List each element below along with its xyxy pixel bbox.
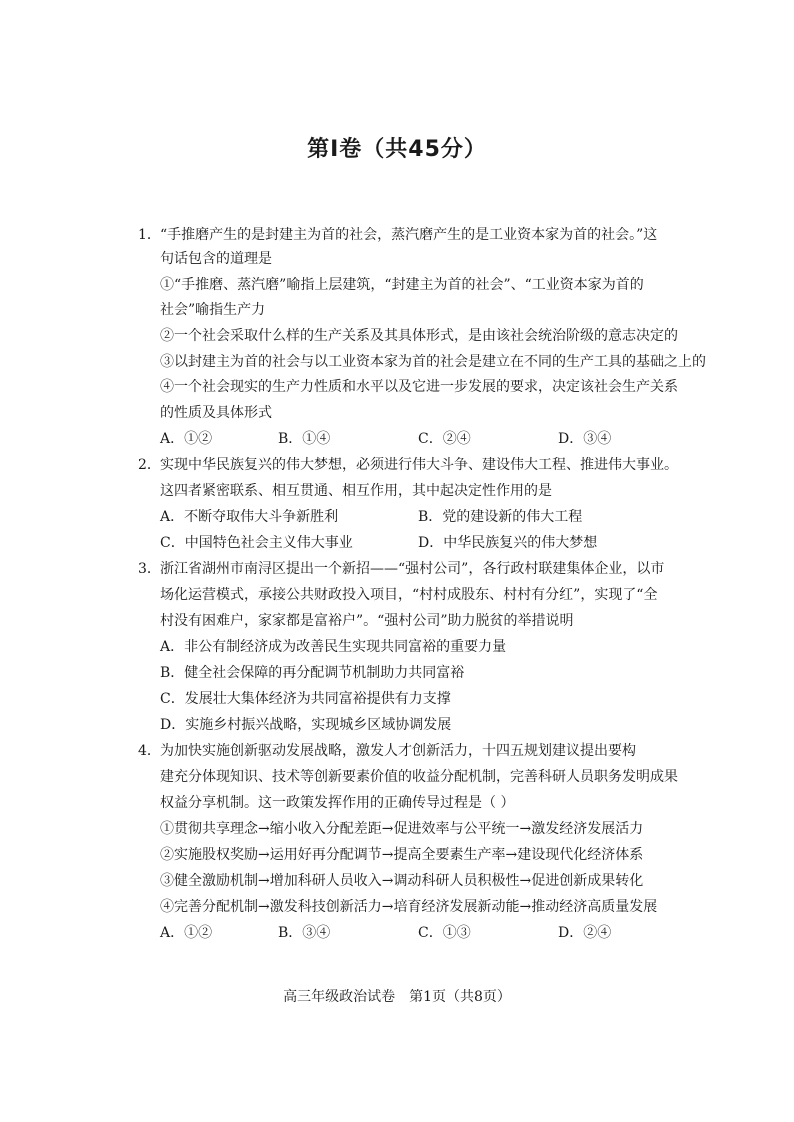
option-c[interactable]: C．②④ <box>418 431 471 447</box>
option-b[interactable]: B．①④ <box>278 431 331 447</box>
option-a[interactable]: A．不断夺取伟大斗争新胜利 <box>160 509 339 525</box>
question-stem: 为加快实施创新驱动发展战略，激发人才创新活力，十四五规划建议提出要构 <box>160 743 636 759</box>
page-footer: 高三年级政治试卷 第1页（共8页） <box>283 989 511 1005</box>
question-number: 4． <box>138 743 161 759</box>
statement-4: 的性质及具体形式 <box>160 405 272 421</box>
option-a[interactable]: A．①② <box>160 925 213 941</box>
option-d[interactable]: D．实施乡村振兴战略，实现城乡区域协调发展 <box>160 717 452 733</box>
option-c[interactable]: C．发展壮大集体经济为共同富裕提供有力支撑 <box>160 691 451 707</box>
option-c[interactable]: C．①③ <box>418 925 471 941</box>
question-stem: “手推磨产生的是封建主为首的社会，蒸汽磨产生的是工业资本家为首的社会。”这 <box>160 227 658 243</box>
question-stem: 句话包含的道理是 <box>160 251 272 267</box>
question-stem: 权益分享机制。这一政策发挥作用的正确传导过程是（ ） <box>160 795 515 811</box>
statement-1: ①贯彻共享理念→缩小收入分配差距→促进效率与公平统一→激发经济发展活力 <box>160 821 644 837</box>
option-b[interactable]: B．③④ <box>278 925 331 941</box>
option-a[interactable]: A．非公有制经济成为改善民生实现共同富裕的重要力量 <box>160 639 507 655</box>
question-stem: 实现中华民族复兴的伟大梦想，必须进行伟大斗争、建设伟大工程、推进伟大事业。 <box>160 457 678 473</box>
option-d[interactable]: D．②④ <box>558 925 612 941</box>
statement-1: ①“手推磨、蒸汽磨”喻指上层建筑，“封建主为首的社会”、“工业资本家为首的 <box>160 277 644 293</box>
statement-2: ②一个社会采取什么样的生产关系及其具体形式，是由该社会统治阶级的意志决定的 <box>160 328 678 344</box>
option-c[interactable]: C．中国特色社会主义伟大事业 <box>160 535 353 551</box>
question-stem: 村没有困难户，家家都是富裕户”。“强村公司”助力脱贫的举措说明 <box>160 613 574 629</box>
statement-3: ③以封建主为首的社会与以工业资本家为首的社会是建立在不同的生产工具的基础之上的 <box>160 354 706 370</box>
option-d[interactable]: D．中华民族复兴的伟大梦想 <box>418 535 598 551</box>
statement-3: ③健全激励机制→增加科研人员收入→调动科研人员积极性→促进创新成果转化 <box>160 873 644 889</box>
question-number: 1． <box>138 227 161 243</box>
statement-1: 社会”喻指生产力 <box>160 302 266 318</box>
question-stem: 这四者紧密联系、相互贯通、相互作用，其中起决定性作用的是 <box>160 483 552 499</box>
question-stem: 浙江省湖州市南浔区提出一个新招——“强村公司”，各行政村联建集体企业，以市 <box>160 561 665 577</box>
option-d[interactable]: D．③④ <box>558 431 612 447</box>
statement-4: ④一个社会现实的生产力性质和水平以及它进一步发展的要求，决定该社会生产关系 <box>160 379 678 395</box>
section-title: 第Ⅰ卷（共45分） <box>307 137 487 162</box>
option-b[interactable]: B．党的建设新的伟大工程 <box>418 509 583 525</box>
question-number: 2． <box>138 457 161 473</box>
question-stem: 场化运营模式，承接公共财政投入项目，“村村成股东、村村有分红”，实现了“全 <box>160 587 658 603</box>
option-b[interactable]: B．健全社会保障的再分配调节机制助力共同富裕 <box>160 665 465 681</box>
statement-4: ④完善分配机制→激发科技创新活力→培育经济发展新动能→推动经济高质量发展 <box>160 899 658 915</box>
question-stem: 建充分体现知识、技术等创新要素价值的收益分配机制，完善科研人员职务发明成果 <box>160 769 678 785</box>
option-a[interactable]: A．①② <box>160 431 213 447</box>
question-number: 3． <box>138 561 161 577</box>
statement-2: ②实施股权奖励→运用好再分配调节→提高全要素生产率→建设现代化经济体系 <box>160 847 644 863</box>
